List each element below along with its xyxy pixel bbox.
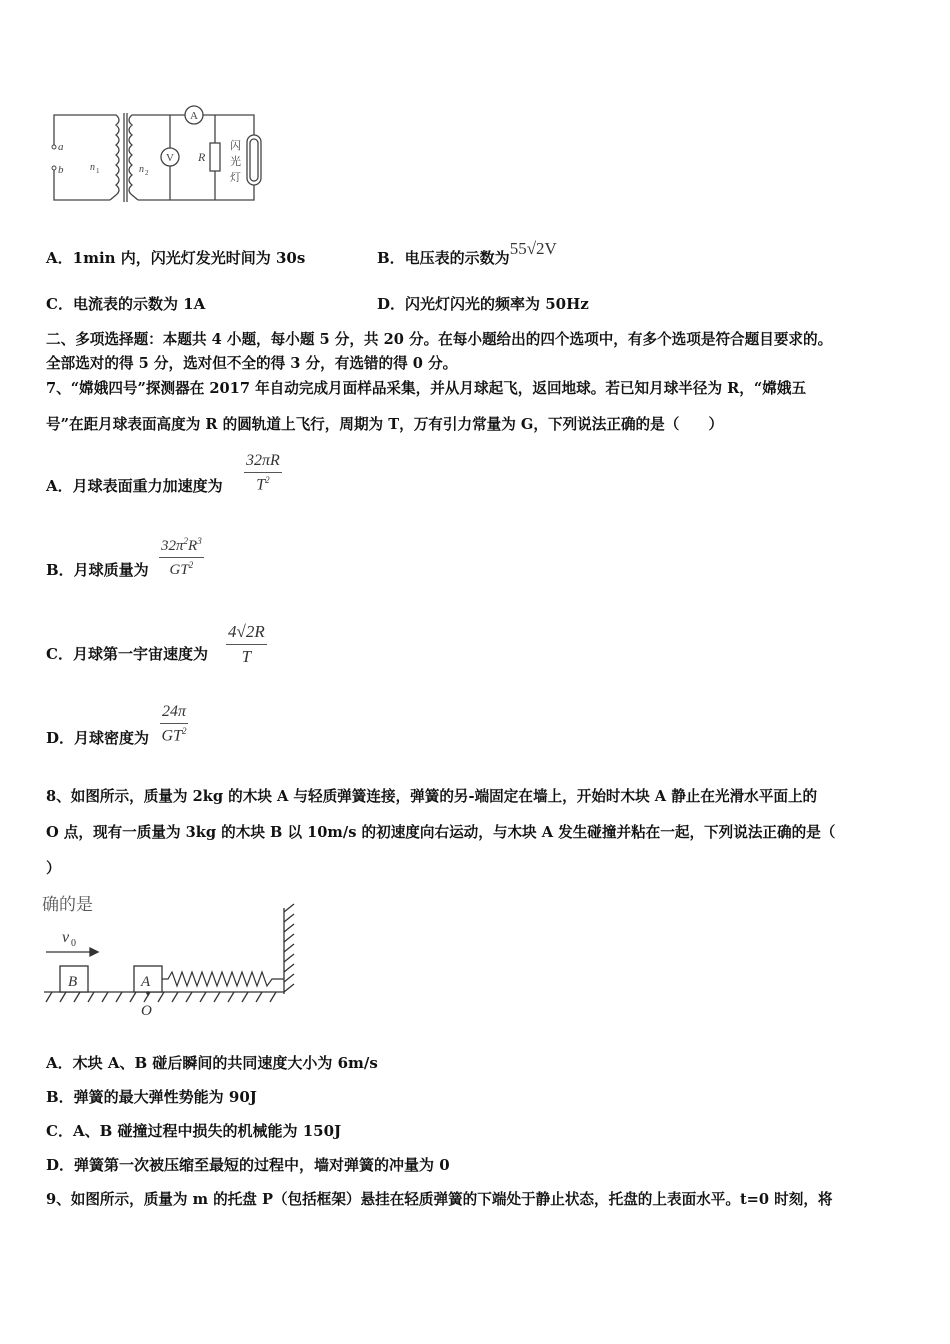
q7-option-a-formula: [244, 452, 282, 494]
velocity-arrow-icon: [46, 948, 98, 956]
lamp-label-1: 闪: [230, 140, 241, 152]
terminal-b-label: b: [58, 164, 64, 176]
q7-c-denominator: T: [241, 647, 252, 666]
lamp-label-3: 灯: [230, 172, 241, 184]
q7-c-numerator: 4√2R: [226, 622, 267, 645]
n1-label: n: [90, 162, 95, 173]
origin-label: O: [141, 1003, 152, 1019]
q7-option-c-formula: [226, 622, 267, 667]
v0-label: v: [62, 929, 70, 946]
figure-caption-fragment: 确的是: [42, 895, 93, 915]
q7-d-den-exp: 2: [181, 726, 187, 736]
q7-b-num-r: R: [188, 538, 198, 554]
q8-option-b: B．弹簧的最大弹性势能为 90J: [46, 1088, 257, 1106]
voltmeter-label: V: [166, 152, 174, 164]
v0-sub: 0: [71, 938, 76, 949]
q7-b-numerator: 32π: [161, 538, 184, 554]
q8-option-a: A．木块 A、B 碰后瞬间的共同速度大小为 6m/s: [46, 1054, 378, 1072]
q6-option-b-value: 55√2V: [509, 239, 557, 258]
n2-label: n: [139, 164, 144, 175]
ammeter-label: A: [190, 110, 198, 122]
q7-a-numerator: 32πR: [244, 452, 282, 473]
q7-d-numerator: 24π: [160, 703, 188, 724]
q8-option-c: C．A、B 碰撞过程中损失的机械能为 150J: [46, 1122, 342, 1140]
q7-a-denominator: T: [256, 476, 266, 494]
n2-sub: 2: [145, 169, 149, 177]
terminal-a-icon: [52, 145, 56, 149]
q6-option-d: D．闪光灯闪光的频率为 50Hz: [377, 295, 589, 313]
section2-heading-line1: 二、多项选择题：本题共 4 小题，每小题 5 分，共 20 分。在每小题给出的四个选项中，有多个选项是符合题目要求的。: [46, 331, 833, 348]
terminal-a-label: a: [58, 141, 64, 153]
block-a-label: A: [141, 974, 151, 990]
q8-stem-line3: ）: [46, 860, 61, 877]
q6-option-b-text: B．电压表的示数为: [377, 249, 510, 267]
origin-point-icon: [146, 991, 150, 995]
resistor-label: R: [198, 150, 206, 164]
ground-hatch-icon: [44, 992, 284, 1002]
q7-option-b-text: B．月球质量为: [46, 561, 149, 579]
q8-stem-line1: 8、如图所示，质量为 2kg 的木块 A 与轻质弹簧连接，弹簧的另-端固定在墙上，开始时木块 A 静止在光滑水平面上的: [46, 788, 818, 805]
block-b-label: B: [68, 974, 78, 990]
spring-block-diagram: [40, 890, 310, 1025]
q7-option-d-text: D．月球密度为: [46, 729, 150, 747]
wall-hatch-icon: [284, 904, 294, 994]
q6-option-c: C．电流表的示数为 1A: [46, 295, 206, 313]
q7-d-denominator: GT: [161, 727, 182, 745]
n1-sub: 1: [96, 167, 100, 175]
q6-option-a: A．1min 内，闪光灯发光时间为 30s: [46, 249, 306, 267]
q7-b-denominator: GT: [169, 562, 189, 578]
q7-a-den-exp: 2: [265, 475, 270, 485]
q7-option-a-text: A．月球表面重力加速度为: [46, 477, 223, 495]
spring-icon: [162, 972, 284, 986]
section2-heading-line2: 全部选对的得 5 分，选对但不全的得 3 分，有选错的得 0 分。: [46, 355, 458, 372]
lamp-label-2: 光: [230, 156, 241, 168]
q6-option-b: [377, 239, 557, 269]
terminal-b-icon: [52, 166, 56, 170]
q7-b-num-exp1: 2: [183, 536, 189, 546]
q9-stem-line1: 9、如图所示，质量为 m 的托盘 P（包括框架）悬挂在轻质弹簧的下端处于静止状态，托盘的上表面水平。t=0 时刻，将: [46, 1191, 833, 1208]
q7-option-b-formula: [159, 536, 204, 579]
q7-b-num-exp2: 3: [197, 536, 202, 546]
q7-stem-line1: 7、“嫦娥四号”探测器在 2017 年自动完成月面样品采集，并从月球起飞，返回地球。若已知月球半径为 R，“嫦娥五: [46, 380, 807, 397]
q7-option-d-formula: [160, 703, 188, 745]
q8-option-d: D．弹簧第一次被压缩至最短的过程中，墙对弹簧的冲量为 0: [46, 1156, 450, 1174]
q7-b-den-exp: 2: [188, 560, 194, 570]
q7-option-c-text: C．月球第一宇宙速度为: [46, 645, 208, 663]
q8-stem-line2: O 点，现有一质量为 3kg 的木块 B 以 10m/s 的初速度向右运动，与木块 A 发生碰撞并粘在一起，下列说法正确的是（: [46, 824, 836, 841]
q7-stem-line2: 号”在距月球表面高度为 R 的圆轨道上飞行，周期为 T，万有引力常量为 G，下列说法正确的是（ ）: [46, 416, 724, 433]
circuit-diagram: [40, 95, 280, 210]
